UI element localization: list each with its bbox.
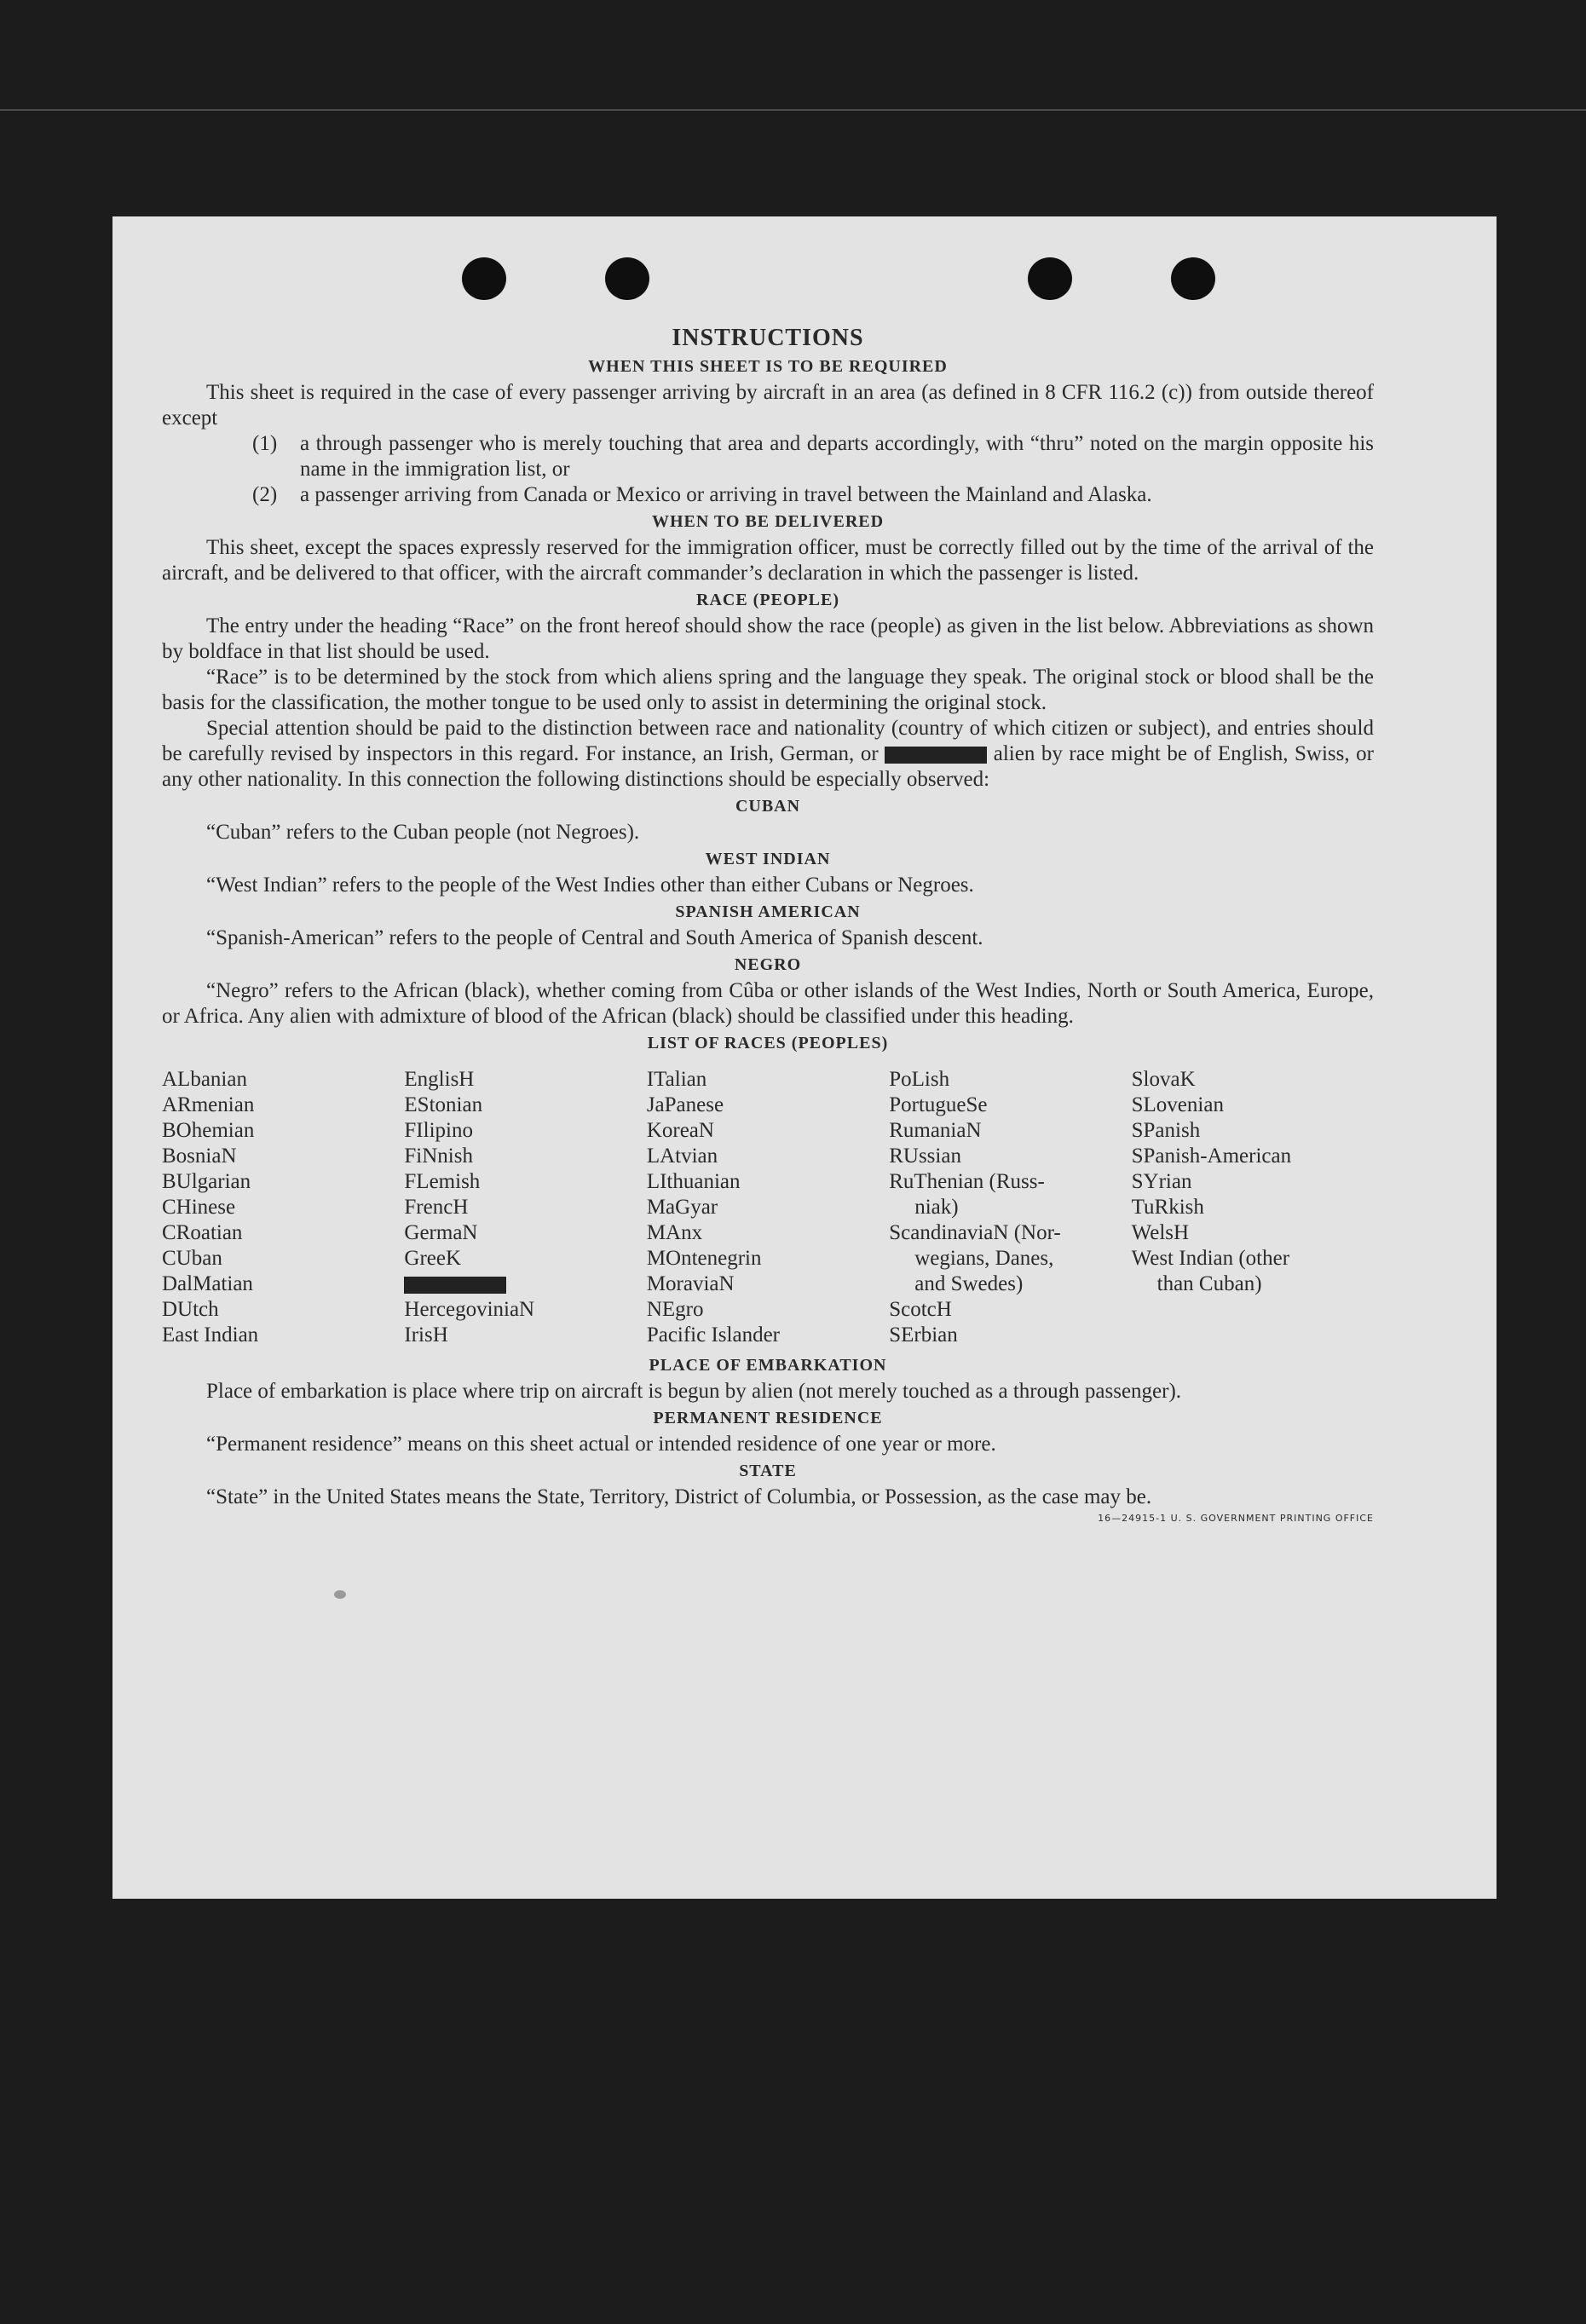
race-item: SErbian <box>889 1323 958 1347</box>
section-heading-cuban: CUBAN <box>735 797 801 816</box>
west-indian-text: “West Indian” refers to the people of the West Indies other than either Cubans or Negroes. <box>206 874 974 897</box>
race-paragraph-1: The entry under the heading “Race” on the front hereof should show the race (people) as given in the list below. Abbreviations as shown by boldface in that list should be used. <box>162 614 1374 663</box>
race-item: PoLish <box>889 1068 950 1091</box>
smudge-mark <box>334 1590 346 1599</box>
races-column-2 <box>404 1067 646 1348</box>
section-heading-residence: PERMANENT RESIDENCE <box>653 1409 883 1427</box>
document-sheet <box>112 216 1497 1899</box>
state-text: “State” in the United States means the State, Territory, District of Columbia, or Possession, as the case may be. <box>206 1485 1152 1508</box>
race-item: MaGyar <box>646 1196 718 1219</box>
race-item: SPanish <box>1131 1119 1201 1142</box>
races-column-5 <box>1132 1067 1374 1348</box>
race-item: WelsH <box>1131 1221 1190 1244</box>
race-item: SLovenian <box>1131 1093 1224 1116</box>
race-item: CUban <box>162 1247 222 1270</box>
race-item: and Swedes) <box>914 1272 1024 1295</box>
race-item: RuThenian (Russ- <box>889 1170 1045 1193</box>
race-item: SYrian <box>1131 1170 1192 1193</box>
race-item: NEgro <box>646 1298 704 1321</box>
race-item: RumaniaN <box>889 1119 982 1142</box>
race-item: EStonian <box>404 1093 483 1116</box>
race-item: DUtch <box>162 1298 219 1321</box>
section-heading-negro: NEGRO <box>734 955 802 974</box>
race-item-redacted <box>404 1272 646 1297</box>
state-footer-row <box>162 1485 1374 1510</box>
section-heading-list-of-races: LIST OF RACES (PEOPLES) <box>647 1034 889 1052</box>
section-heading-race: RACE (PEOPLE) <box>696 591 839 609</box>
delivered-text: This sheet, except the spaces expressly reserved for the immigration officer, must be correctly filled out by the time of the arrival of the aircraft, and be delivered to that officer, with the aircraft commander’s declaration in which the passenger is listed. <box>162 536 1374 585</box>
race-item: CRoatian <box>162 1221 243 1244</box>
page-title: INSTRUCTIONS <box>672 325 864 351</box>
redaction-mark <box>404 1277 506 1294</box>
print-code-row <box>162 1510 1374 1525</box>
section-heading-spanish-american: SPANISH AMERICAN <box>675 902 861 921</box>
race-item: ScotcH <box>889 1298 952 1321</box>
race-item: MOntenegrin <box>646 1247 762 1270</box>
race-item: SPanish-American <box>1131 1145 1292 1168</box>
instructions-content <box>162 324 1374 1525</box>
race-paragraph-3: Special attention should be paid to the distinction between race and nationality (country of which citizen or subject), and entries should be carefully revised by inspectors in this regard. For instance, an Irish, German, or alien by race might be of English, Swiss, or any other nationality. In this connection the following distinctions should be especially observed: <box>162 717 1374 791</box>
section-heading-required: WHEN THIS SHEET IS TO BE REQUIRED <box>588 357 948 376</box>
race-item: EnglisH <box>404 1068 475 1091</box>
race-item: ARmenian <box>162 1093 255 1116</box>
print-code: 16—24915-1 U. S. GOVERNMENT PRINTING OFFICE <box>1098 1513 1374 1524</box>
race-item: RUssian <box>889 1145 961 1168</box>
race-item: West Indian (other <box>1131 1247 1290 1270</box>
residence-text: “Permanent residence” means on this sheet actual or intended residence of one year or more. <box>206 1433 996 1456</box>
race-item: BosniaN <box>162 1145 237 1168</box>
race-item: GermaN <box>404 1221 478 1244</box>
section-heading-delivered: WHEN TO BE DELIVERED <box>651 512 885 531</box>
races-column-3 <box>647 1067 889 1348</box>
section-heading-embarkation: PLACE OF EMBARKATION <box>649 1356 887 1375</box>
punch-hole-3 <box>1028 257 1072 300</box>
race-item: East Indian <box>162 1323 259 1347</box>
negro-text: “Negro” refers to the African (black), whether coming from Cûba or other islands of the West Indies, North or South America, Europe, or Africa. Any alien with admixture of blood of the African (black) should be classified under this heading. <box>162 979 1374 1028</box>
races-column-4 <box>889 1067 1131 1348</box>
race-item: SlovaK <box>1131 1068 1196 1091</box>
race-item: TuRkish <box>1131 1196 1204 1219</box>
punch-hole-1 <box>462 257 506 300</box>
race-item: wegians, Danes, <box>914 1247 1054 1270</box>
race-item: BOhemian <box>162 1119 255 1142</box>
race-item: CHinese <box>162 1196 236 1219</box>
race-item: MoraviaN <box>646 1272 735 1295</box>
required-item-2: (2) a passenger arriving from Canada or Mexico or arriving in travel between the Mainland and Alaska. <box>252 483 1152 506</box>
spanish-american-text: “Spanish-American” refers to the people of Central and South America of Spanish descent. <box>206 926 983 949</box>
punch-hole-4 <box>1171 257 1215 300</box>
race-item: JaPanese <box>646 1093 724 1116</box>
required-intro: This sheet is required in the case of every passenger arriving by aircraft in an area (as defined in 8 CFR 116.2 (c)) from outside thereof except <box>162 381 1374 430</box>
race-item: ScandinaviaN (Nor- <box>889 1221 1061 1244</box>
race-item: Pacific Islander <box>646 1323 780 1347</box>
race-item: BUlgarian <box>162 1170 251 1193</box>
race-item: MAnx <box>646 1221 703 1244</box>
section-heading-state: STATE <box>739 1462 797 1480</box>
section-heading-west-indian: WEST INDIAN <box>705 850 831 868</box>
race-item: PortugueSe <box>889 1093 988 1116</box>
races-column-1 <box>162 1067 404 1348</box>
race-paragraph-2: “Race” is to be determined by the stock from which aliens spring and the language they speak. The original stock or blood shall be the basis for the classification, the mother tongue to be used only to assist in determining the original stock. <box>162 666 1374 714</box>
race-item: GreeK <box>404 1247 462 1270</box>
required-item-1: (1) a through passenger who is merely touching that area and departs accordingly, with “thru” noted on the margin opposite his name in the immigration list, or <box>252 432 1374 481</box>
races-list <box>162 1067 1374 1348</box>
race-item: than Cuban) <box>1156 1272 1262 1295</box>
race-item: FrencH <box>404 1196 469 1219</box>
race-item: FLemish <box>404 1170 481 1193</box>
race-item: IrisH <box>404 1323 448 1347</box>
race-item: ALbanian <box>162 1068 247 1091</box>
cuban-text: “Cuban” refers to the Cuban people (not Negroes). <box>206 821 640 844</box>
punch-hole-2 <box>605 257 649 300</box>
race-item: HercegoviniaN <box>404 1298 535 1321</box>
race-item: LIthuanian <box>646 1170 741 1193</box>
scanner-edge-line <box>0 109 1586 111</box>
race-item: LAtvian <box>646 1145 718 1168</box>
race-item: FIlipino <box>404 1119 473 1142</box>
embarkation-text: Place of embarkation is place where trip on aircraft is begun by alien (not merely touched as a through passenger). <box>206 1380 1182 1403</box>
redaction-mark <box>885 747 987 764</box>
race-item: ITalian <box>646 1068 707 1091</box>
race-item: KoreaN <box>646 1119 714 1142</box>
race-item: DalMatian <box>162 1272 253 1295</box>
race-item: niak) <box>914 1196 959 1219</box>
race-item: FiNnish <box>404 1145 473 1168</box>
